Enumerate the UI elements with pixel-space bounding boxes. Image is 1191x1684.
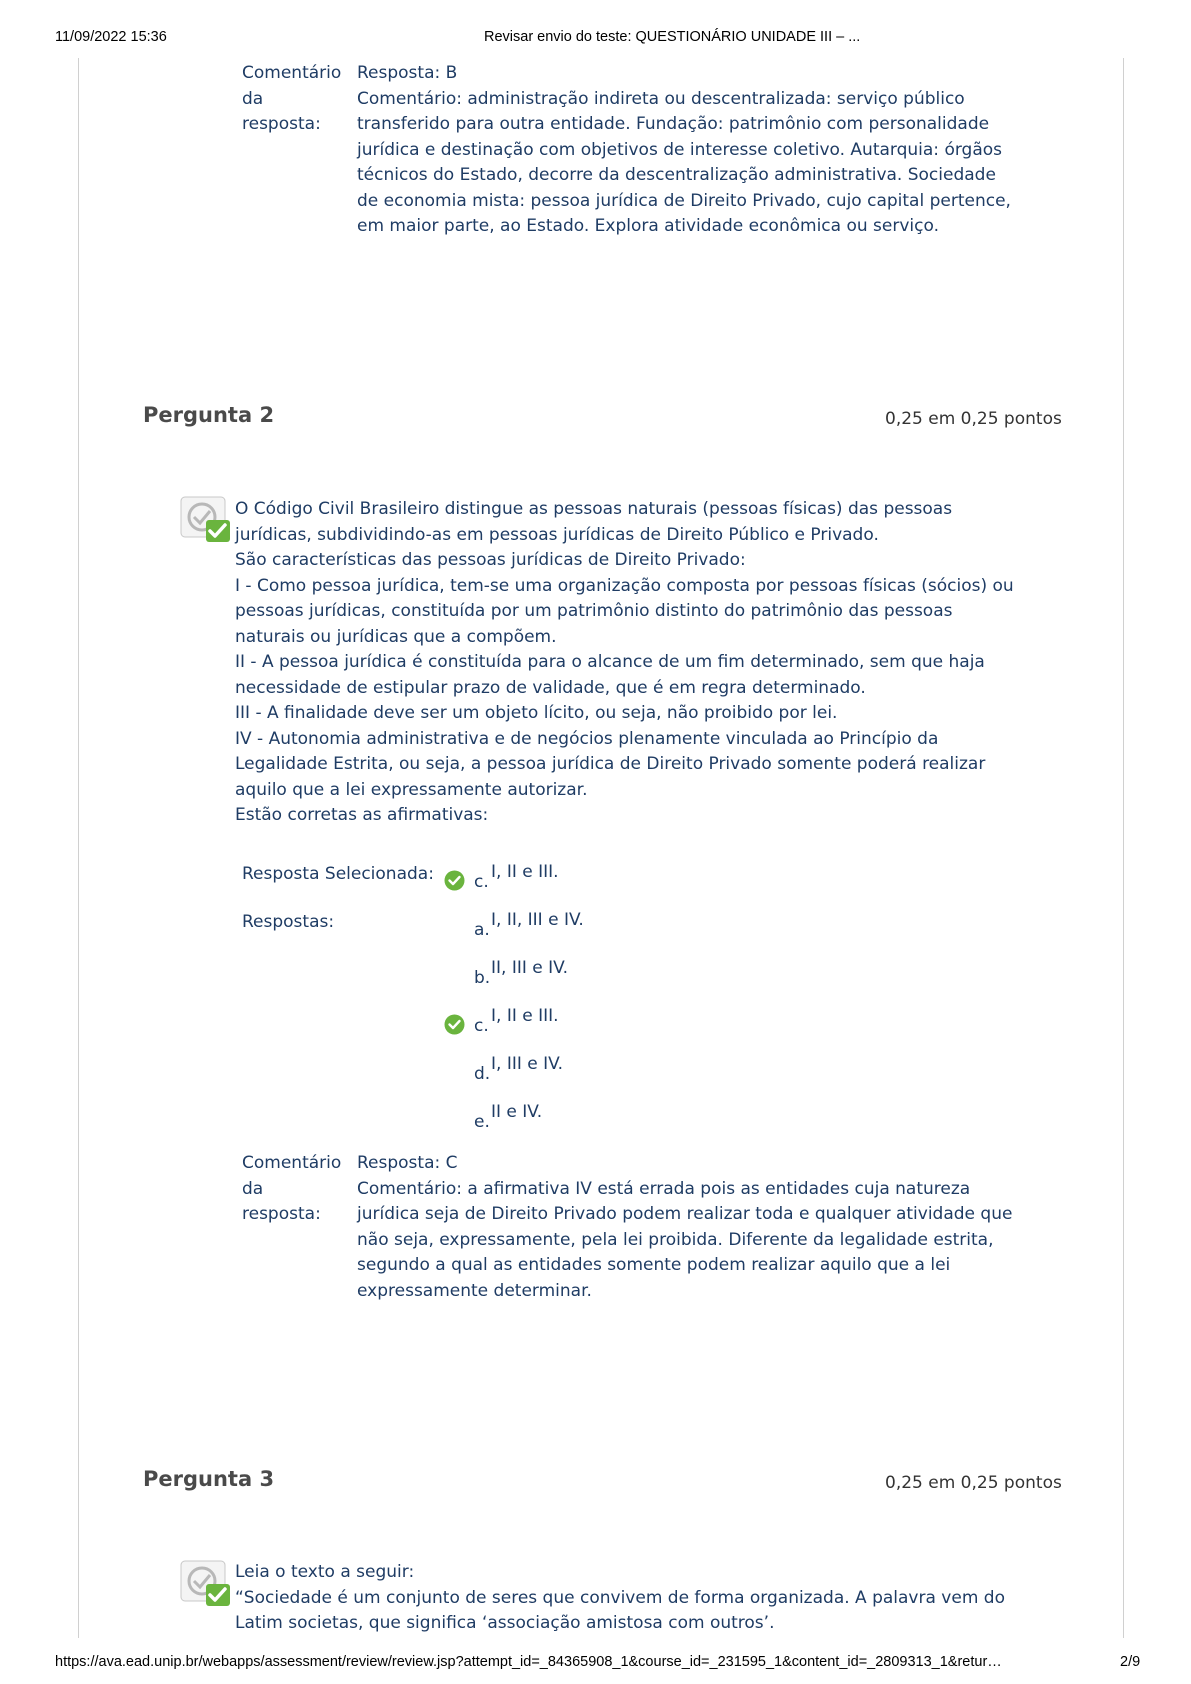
check-icon: [444, 870, 465, 891]
q1-correct-answer: Resposta: B: [357, 63, 458, 83]
content-frame-left: [78, 58, 79, 1638]
check-icon: [444, 1014, 465, 1035]
print-footer: [0, 1654, 1191, 1674]
print-url: https://ava.ead.unip.br/webapps/assessment/review/review.jsp?attempt_id=_84365908_1&course_id=_231595_1&content_id=_2809313_1&retur…: [55, 1654, 1002, 1670]
q1-feedback-text: Resposta: B Comentário: administração indireta ou descentralizada: serviço público transferido para outra entidade. Fundação: patrimônio com personalidade jurídica e destinação com objetivos de interesse coletivo. Autarquia: órgãos técnicos do Estado, decorre da descentralização administrativa. Sociedade de economia mista: pessoa jurídica de Direito Privado, cujo capital pertence, em maior parte, ao Estado. Explora atividade econômica ou serviço.: [357, 61, 1057, 240]
question-2-text: O Código Civil Brasileiro distingue as pessoas naturais (pessoas físicas) das pessoas jurídicas, subdividindo-as em pessoas jurídicas de Direito Público e Privado. São características das pessoas jurídicas de Direito Privado: I - Como pessoa jurídica, tem-se uma organização composta por pessoas físicas (sócios) ou pessoas jurídicas, constituída por um patrimônio distinto do patrimônio das pessoas naturais ou jurídicas que a compõem. II - A pessoa jurídica é constituída para o alcance de um fim determinado, sem que haja necessidade de estipular prazo de validade, que é em regra determinado. III - A finalidade deve ser um objeto lícito, ou seja, não proibido por lei. IV - Autonomia administrativa e de negócios plenamente vinculada ao Princípio da Legalidade Estrita, ou seja, a pessoa jurídica de Direito Privado somente poderá realizar aquilo que a lei expressamente autorizar. Estão corretas as afirmativas:: [235, 499, 1014, 825]
correct-answer-icon: [180, 1560, 232, 1608]
print-datetime: 11/09/2022 15:36: [55, 29, 167, 45]
question-3-score: 0,25 em 0,25 pontos: [885, 1473, 1062, 1493]
answers-label: Respostas:: [242, 912, 335, 932]
question-2-score: 0,25 em 0,25 pontos: [885, 409, 1062, 429]
q2-feedback-label: Comentário da resposta:: [242, 1153, 342, 1224]
q1-feedback-label: Comentário da resposta:: [242, 63, 342, 134]
print-header: [0, 29, 1191, 49]
correct-answer-icon: [180, 496, 232, 544]
content-frame-right: [1123, 58, 1124, 1638]
print-page-number: 2/9: [1120, 1654, 1141, 1670]
selected-answer-label: Resposta Selecionada:: [242, 864, 434, 884]
print-page-title: Revisar envio do teste: QUESTIONÁRIO UNIDADE III – ...: [484, 29, 861, 45]
question-2-heading: Pergunta 2: [143, 403, 275, 427]
q2-feedback-text: Resposta: C Comentário: a afirmativa IV está errada pois as entidades cuja natureza jurídica seja de Direito Privado podem realizar toda e qualquer atividade que não seja, expressamente, pela lei proibida. Diferente da legalidade estrita, segundo a qual as entidades somente podem realizar aquilo que a lei expressamente determinar.: [357, 1151, 1057, 1304]
question-3-text: Leia o texto a seguir: “Sociedade é um conjunto de seres que convivem de forma organizada. A palavra vem do Latim societas, que significa ‘associação amistosa com outros’.: [235, 1562, 1005, 1633]
q2-correct-answer: Resposta: C: [357, 1153, 458, 1173]
question-3-heading: Pergunta 3: [143, 1467, 275, 1491]
